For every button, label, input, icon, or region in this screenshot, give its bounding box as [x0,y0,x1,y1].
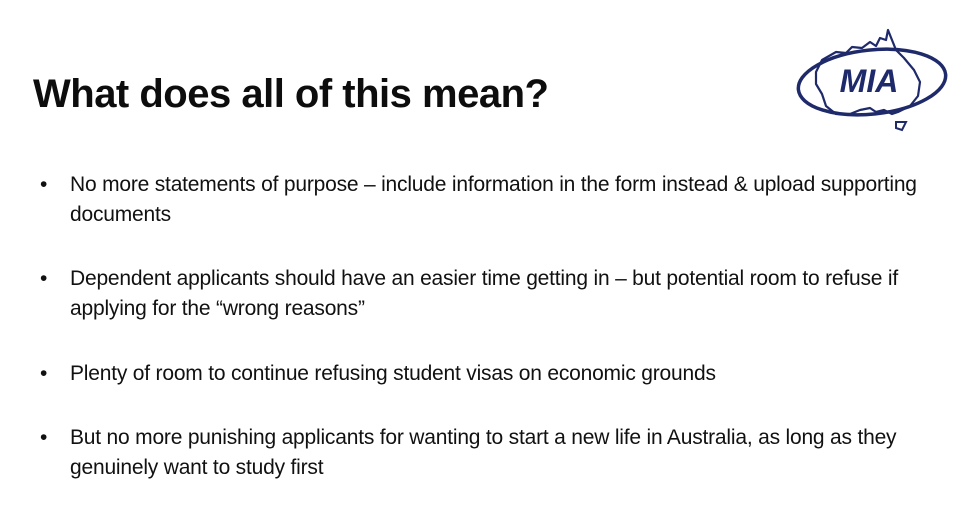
logo-text: MIA [839,63,899,99]
tasmania-icon [896,122,906,130]
bullet-dot-icon: • [40,362,48,385]
bullet-text: Dependent applicants should have an easier time getting in – but potential room to refuse if applying for the “wrong reasons” [70,267,898,320]
bullet-text: Plenty of room to continue refusing student visas on economic grounds [70,362,716,385]
bullet-text: No more statements of purpose – include information in the form instead & upload supporting documents [70,173,917,226]
slide-title: What does all of this mean? [33,72,549,116]
bullet-item [40,423,920,483]
bullet-dot-icon: • [40,426,48,449]
mia-logo [792,26,952,134]
bullet-text: But no more punishing applicants for wanting to start a new life in Australia, as long as they genuinely want to study first [70,426,897,479]
bullet-item [40,264,920,324]
bullet-dot-icon: • [40,267,48,290]
bullet-dot-icon: • [40,173,48,196]
bullet-item [40,170,920,230]
bullet-item [40,359,920,389]
